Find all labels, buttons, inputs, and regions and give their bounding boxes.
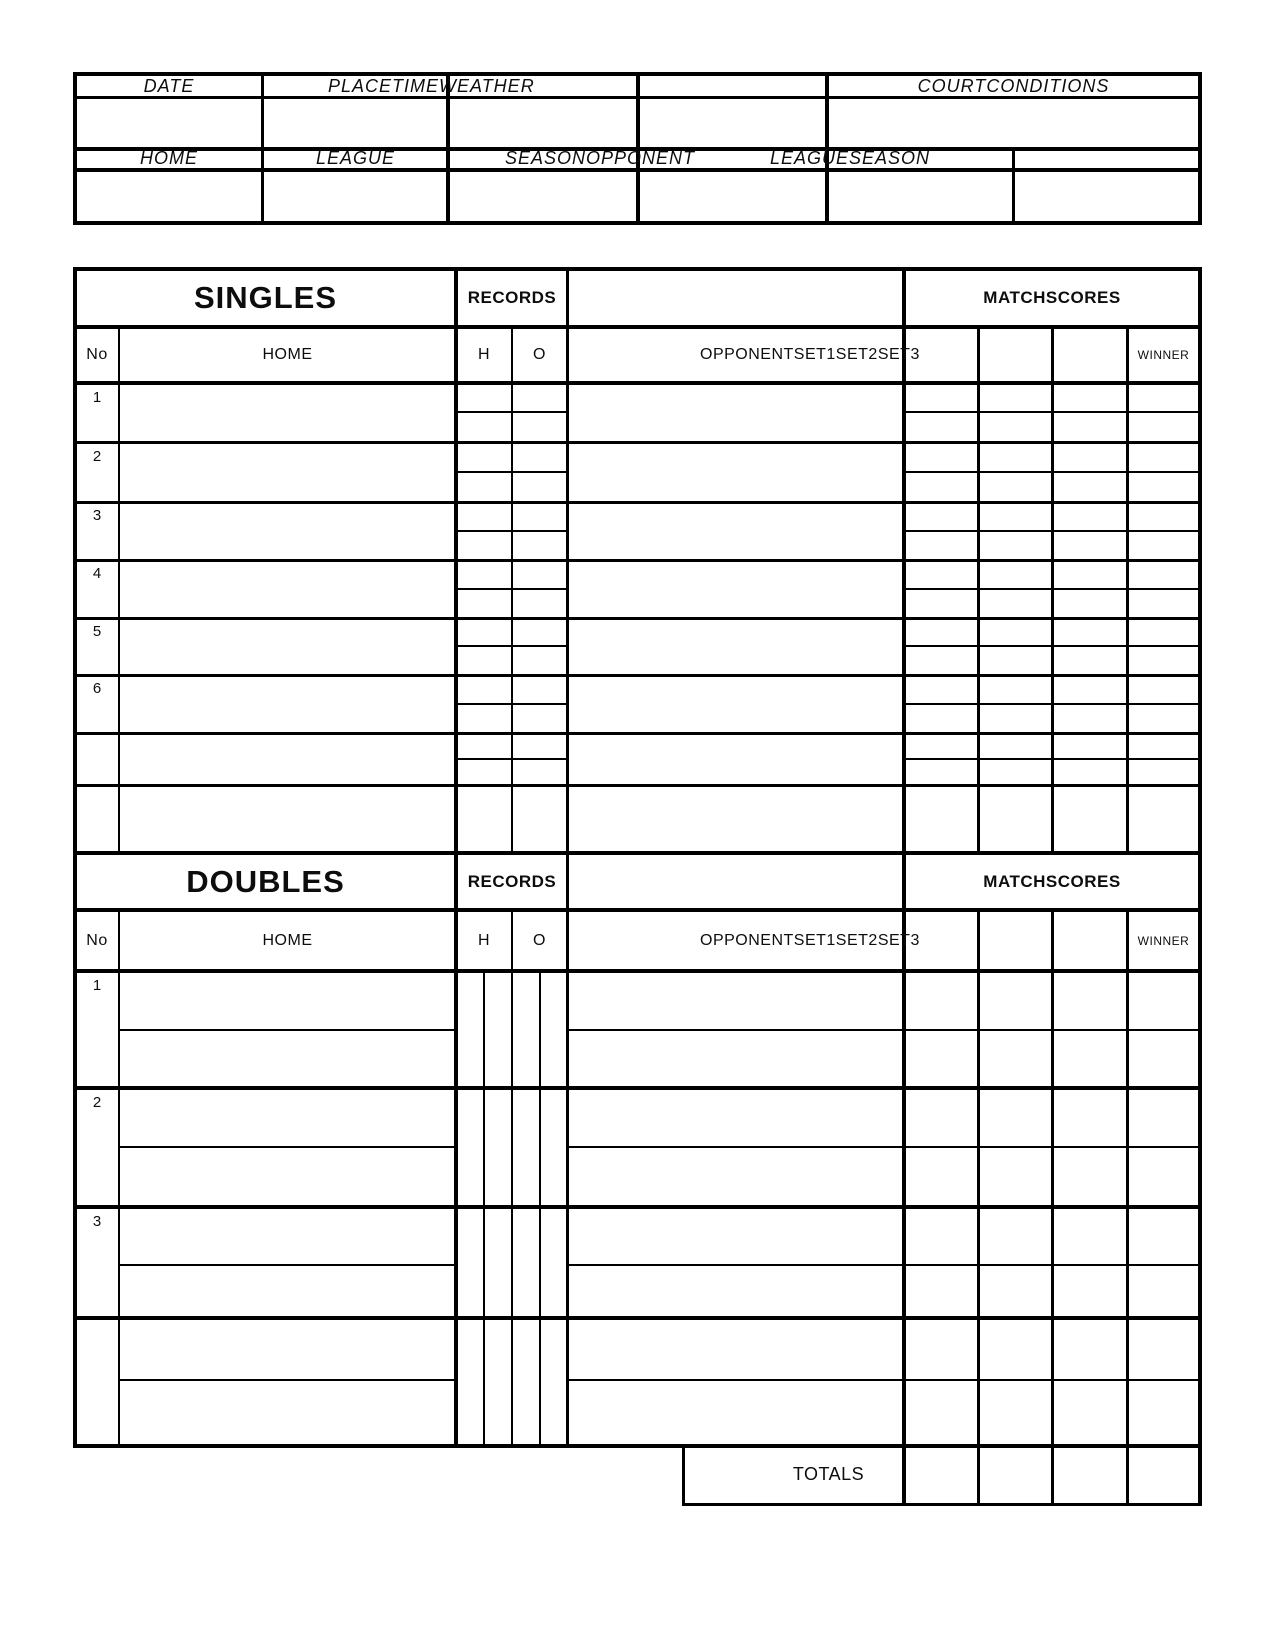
grid-line [539, 969, 541, 1446]
doubles-col-opponent-sets: OPPONENTSET1SET2SET3 [700, 931, 920, 949]
grid-line [119, 1029, 456, 1031]
singles-col-o: O [533, 346, 546, 363]
doubles-records-label: RECORDS [467, 871, 557, 891]
grid-line [1051, 325, 1054, 853]
grid-line [75, 674, 1202, 677]
court-conditions-label: COURTCONDITIONS [917, 75, 1110, 96]
doubles-col-h: H [477, 931, 491, 949]
singles-row-number: 6 [92, 680, 102, 697]
grid-line [75, 441, 1202, 444]
grid-line [977, 908, 980, 1446]
totals-label: TOTALS [792, 1464, 865, 1484]
home-label: HOME [140, 148, 198, 168]
grid-line [119, 1379, 456, 1381]
doubles-col-winner: WINNER [1137, 933, 1190, 948]
singles-col-winner: WINNER [1137, 348, 1190, 362]
singles-title: SINGLES [193, 280, 338, 315]
grid-line [568, 1146, 1200, 1148]
grid-line [75, 1444, 1202, 1448]
doubles-row-number: 1 [92, 977, 102, 994]
grid-line [977, 1444, 980, 1506]
league-label: LEAGUE [315, 148, 396, 168]
singles-col-opponent-sets: OPPONENTSET1SET2SET3 [700, 346, 920, 363]
doubles-col-no: No [86, 931, 108, 949]
doubles-row-number: 3 [92, 1213, 102, 1230]
grid-line [75, 501, 1202, 504]
singles-records-label: RECORDS [467, 288, 557, 307]
grid-line [119, 1264, 456, 1266]
grid-line [568, 1379, 1200, 1381]
grid-line [1051, 1444, 1054, 1506]
grid-line [1126, 325, 1129, 853]
league-season-label: LEAGUESEASON [770, 148, 931, 168]
singles-matchscores-label: MATCHSCORES [983, 288, 1121, 307]
grid-line [75, 732, 1202, 735]
grid-line [75, 1086, 1202, 1090]
grid-line [568, 1029, 1200, 1031]
grid-line [119, 1146, 456, 1148]
grid-line [75, 559, 1202, 562]
date-label: DATE [143, 75, 195, 96]
doubles-col-home: HOME [262, 931, 313, 949]
grid-line [483, 969, 485, 1446]
grid-line [683, 1503, 1202, 1506]
singles-col-home: HOME [262, 346, 313, 363]
place-time-weather-label: PLACETIMEWEATHER [328, 75, 535, 96]
grid-line [511, 325, 513, 853]
grid-line [1198, 1444, 1202, 1506]
grid-line [75, 1316, 1202, 1320]
doubles-matchscores-label: MATCHSCORES [983, 871, 1121, 891]
singles-row-number: 3 [92, 507, 102, 524]
doubles-row-number: 2 [92, 1094, 102, 1111]
singles-row-number: 1 [92, 389, 102, 406]
grid-line [1126, 908, 1129, 1446]
grid-line [1126, 1444, 1129, 1506]
doubles-col-o: O [533, 931, 546, 949]
doubles-title: DOUBLES [186, 863, 345, 899]
singles-row-number: 5 [92, 623, 102, 640]
grid-line [1051, 908, 1054, 1446]
singles-row-number: 4 [92, 565, 102, 582]
singles-col-h: H [477, 346, 491, 363]
season-opponent-label: SEASONOPPONENT [505, 148, 696, 168]
grid-line [75, 617, 1202, 620]
grid-line [568, 1264, 1200, 1266]
singles-col-no: No [86, 346, 108, 363]
grid-line [977, 325, 980, 853]
grid-line [75, 1205, 1202, 1209]
grid-line [511, 908, 513, 1446]
singles-row-number: 2 [92, 448, 102, 465]
grid-line [75, 784, 1202, 787]
